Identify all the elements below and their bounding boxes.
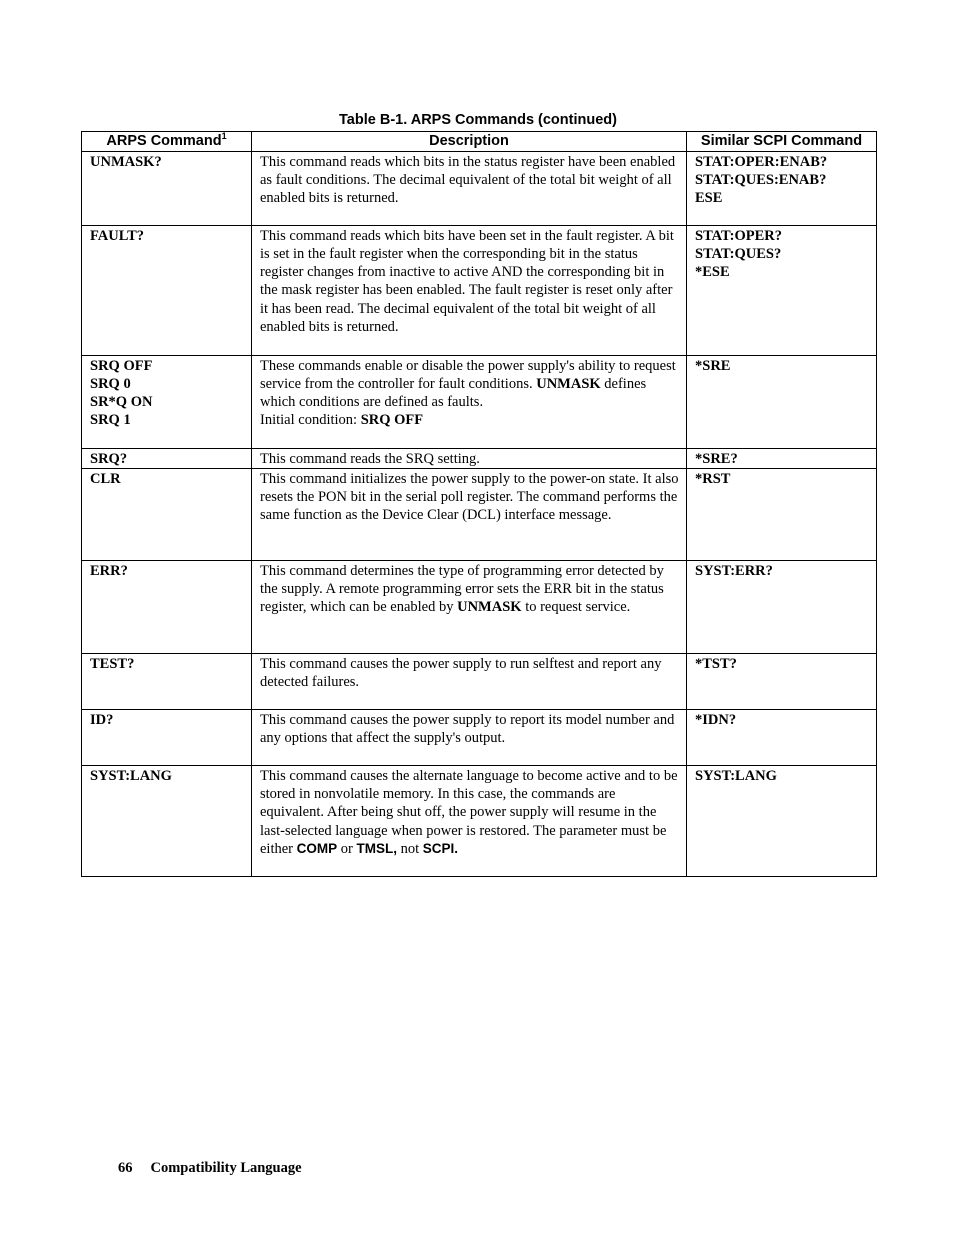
arps-command: FAULT? — [90, 227, 144, 244]
arps-command-cell — [82, 448, 252, 468]
description-cell — [252, 355, 687, 448]
arps-command-cell — [82, 653, 252, 709]
table-row — [82, 355, 877, 448]
header-arps-command — [82, 132, 252, 152]
scpi-command-cell — [687, 560, 877, 653]
description-keyword: UNMASK — [457, 599, 522, 616]
description-text: These commands enable or disable the power supply's ability to request service from the controller for fault conditions. — [260, 357, 676, 392]
scpi-command: STAT:QUES:ENAB? — [695, 171, 827, 188]
arps-command: SRQ OFF — [90, 357, 153, 374]
arps-command: CLR — [90, 470, 121, 487]
description-cell — [252, 225, 687, 355]
arps-command: SYST:LANG — [90, 767, 172, 784]
arps-command-cell — [82, 709, 252, 765]
description-cell — [252, 653, 687, 709]
description-text: or — [337, 840, 357, 857]
table-title: Table B-1. ARPS Commands (continued) — [339, 112, 617, 128]
scpi-command: *SRE? — [695, 450, 738, 467]
scpi-command: SYST:LANG — [695, 767, 777, 784]
description-text: to request service. — [521, 599, 631, 616]
scpi-command-cell — [687, 225, 877, 355]
scpi-command-cell — [687, 468, 877, 560]
arps-command: SR*Q ON — [90, 394, 153, 411]
table-row — [82, 225, 877, 355]
scpi-command: *ESE — [695, 264, 730, 281]
description-text: defines which conditions are defined as faults. — [260, 375, 647, 411]
arps-command-cell — [82, 355, 252, 448]
table-row — [82, 765, 877, 876]
scpi-command-cell — [687, 765, 877, 876]
table-row — [82, 448, 877, 468]
description-keyword: UNMASK — [536, 375, 601, 392]
arps-command-cell — [82, 225, 252, 355]
description-keyword: SRQ OFF — [360, 412, 424, 429]
table-row — [82, 653, 877, 709]
description-cell — [252, 448, 687, 468]
header-similar-scpi: Similar SCPI Command — [687, 132, 877, 152]
table-header-row — [82, 132, 877, 152]
arps-command: TEST? — [90, 655, 135, 672]
scpi-command: SYST:ERR? — [695, 562, 773, 579]
header-arps-label: ARPS Command — [106, 133, 222, 149]
description-text: This command reads which bits have been set in the fault register. A bit is set in the fault register when the corresponding bit in the status register changes from inactive to active AND the corresponding bit in the mask register has been enabled. The fault register is reset only after it has been read. The decimal equivalent of the total bit weight of all enabled bits is returned. — [260, 227, 674, 335]
description-keyword: TMSL, — [356, 840, 397, 856]
description-cell — [252, 151, 687, 225]
description-keyword: COMP — [296, 840, 338, 856]
description-cell — [252, 765, 687, 876]
arps-command-cell — [82, 560, 252, 653]
scpi-command-cell — [687, 355, 877, 448]
scpi-command: STAT:QUES? — [695, 245, 782, 262]
arps-command: ERR? — [90, 562, 128, 579]
page-number: 66 — [118, 1160, 133, 1176]
page-footer — [118, 1160, 302, 1177]
arps-command-cell — [82, 765, 252, 876]
description-text: This command causes the alternate language to become active and to be stored in nonvolatile memory. In this case, the commands are equivalent. After being shut off, the power supply will resume in the last-selected language when power is restored. The parameter must be either — [260, 767, 678, 857]
table-row — [82, 709, 877, 765]
arps-command: UNMASK? — [90, 153, 162, 170]
scpi-command-cell — [687, 709, 877, 765]
description-text: not — [396, 840, 423, 857]
scpi-command: *IDN? — [695, 711, 737, 728]
scpi-command-cell — [687, 151, 877, 225]
scpi-command: *TST? — [695, 655, 737, 672]
arps-command-cell — [82, 468, 252, 560]
header-description: Description — [252, 132, 687, 152]
description-cell — [252, 468, 687, 560]
description-text: This command causes the power supply to report its model number and any options that affect the supply's output. — [260, 711, 675, 747]
description-text: This command reads the SRQ setting. — [260, 450, 480, 467]
description-keyword: SCPI. — [422, 840, 459, 856]
description-cell — [252, 560, 687, 653]
arps-command: SRQ 1 — [90, 412, 131, 429]
arps-command: ID? — [90, 711, 114, 728]
scpi-command: *SRE — [695, 357, 731, 374]
footer-section-title: Compatibility Language — [150, 1160, 302, 1176]
table-row — [82, 468, 877, 560]
description-text: Initial condition: — [260, 412, 361, 429]
arps-command: SRQ 0 — [90, 375, 131, 392]
scpi-command: ESE — [695, 190, 723, 207]
scpi-command-cell — [687, 448, 877, 468]
description-text: This command reads which bits in the status register have been enabled as fault conditions. The decimal equivalent of the total bit weight of all enabled bits is returned. — [260, 153, 676, 207]
arps-command-cell — [82, 151, 252, 225]
scpi-command: *RST — [695, 470, 731, 487]
description-cell — [252, 709, 687, 765]
arps-command: SRQ? — [90, 450, 128, 467]
initial-condition — [260, 411, 679, 429]
description-text: This command initializes the power supply to the power-on state. It also resets the PON bit in the serial poll register. The command performs the same function as the Device Clear (DCL) interface message. — [260, 470, 679, 524]
table-row — [82, 151, 877, 225]
scpi-command: STAT:OPER:ENAB? — [695, 153, 828, 170]
table-row — [82, 560, 877, 653]
scpi-command: STAT:OPER? — [695, 227, 783, 244]
description-text: This command determines the type of programming error detected by the supply. A remote programming error sets the ERR bit in the status register, which can be enabled by — [260, 562, 664, 616]
description-text: This command causes the power supply to run selftest and report any detected failures. — [260, 655, 662, 691]
footnote-marker: 1 — [221, 131, 227, 141]
scpi-command-cell — [687, 653, 877, 709]
arps-commands-table — [81, 131, 877, 877]
